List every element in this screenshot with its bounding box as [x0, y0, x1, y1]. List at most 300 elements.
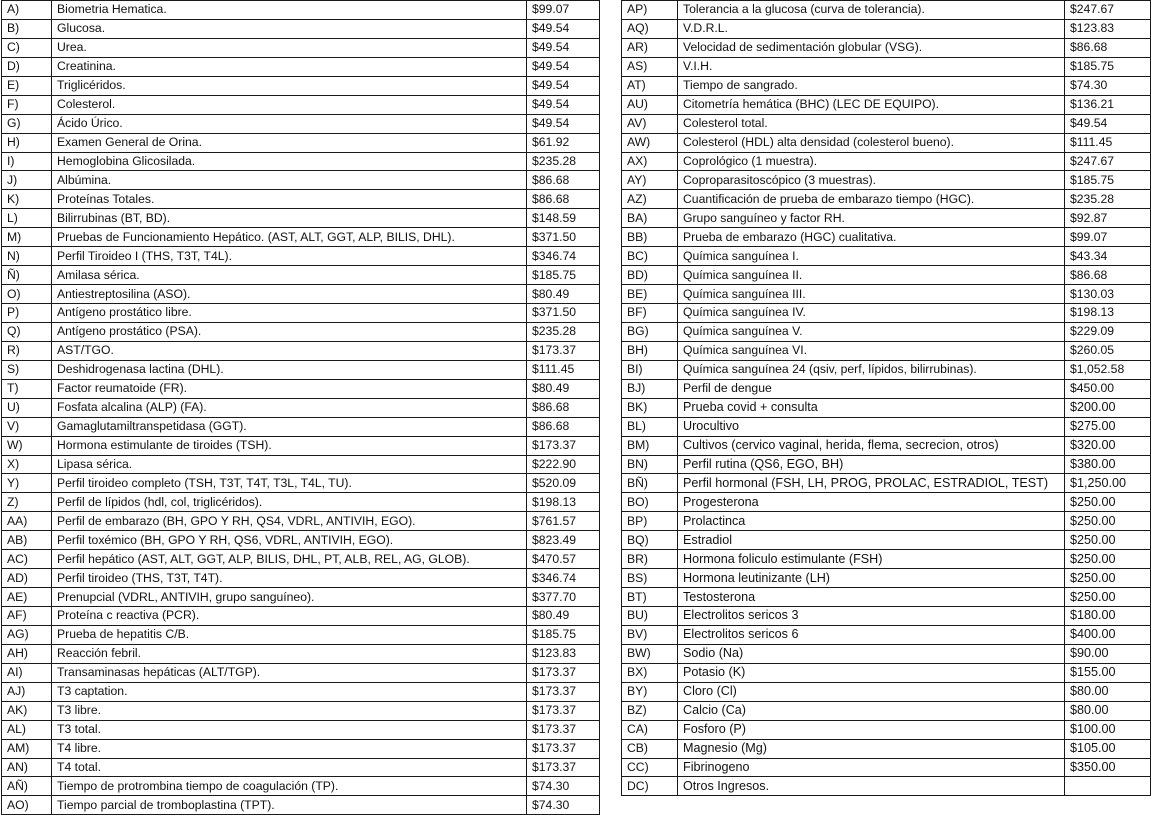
- table-row: [2, 171, 600, 190]
- row-code: Q): [2, 322, 52, 341]
- row-code: BP): [622, 512, 678, 531]
- row-price: [1065, 777, 1151, 796]
- row-description: Electrolitos sericos 6: [678, 625, 1065, 644]
- row-code: BQ): [622, 531, 678, 550]
- row-code: U): [2, 398, 52, 417]
- row-description: Perfil rutina (QS6, EGO, BH): [678, 455, 1065, 474]
- row-code: AP): [622, 1, 678, 20]
- row-price: $250.00: [1065, 531, 1151, 550]
- row-code: AS): [622, 57, 678, 76]
- row-price: $74.30: [1065, 76, 1151, 95]
- row-price: $49.54: [527, 76, 600, 95]
- row-description: Electrolitos sericos 3: [678, 607, 1065, 626]
- row-code: I): [2, 152, 52, 171]
- row-code: X): [2, 455, 52, 474]
- row-code: AV): [622, 114, 678, 133]
- row-code: L): [2, 209, 52, 228]
- table-row: [622, 474, 1151, 493]
- row-description: V.I.H.: [678, 57, 1065, 76]
- row-description: Química sanguínea V.: [678, 322, 1065, 341]
- row-price: $61.92: [527, 133, 600, 152]
- row-description: Transaminasas hepáticas (ALT/TGP).: [52, 663, 527, 682]
- table-row: [2, 682, 600, 701]
- row-price: $136.21: [1065, 95, 1151, 114]
- row-description: Glucosa.: [52, 19, 527, 38]
- row-code: BN): [622, 455, 678, 474]
- row-code: BE): [622, 285, 678, 304]
- table-row: [622, 133, 1151, 152]
- row-description: Progesterona: [678, 493, 1065, 512]
- row-price: $80.49: [527, 285, 600, 304]
- table-row: [622, 417, 1151, 436]
- table-row: [2, 247, 600, 266]
- row-description: Perfil de embarazo (BH, GPO Y RH, QS4, VDRL, ANTIVIH, EGO).: [52, 512, 527, 531]
- row-description: Tolerancia a la glucosa (curva de tolerancia).: [678, 1, 1065, 20]
- row-description: Proteínas Totales.: [52, 190, 527, 209]
- table-row: [2, 569, 600, 588]
- row-description: Coprológico (1 muestra).: [678, 152, 1065, 171]
- row-price: $49.54: [527, 38, 600, 57]
- table-row: [2, 57, 600, 76]
- row-price: $80.00: [1065, 701, 1151, 720]
- row-code: AK): [2, 701, 52, 720]
- row-price: $377.70: [527, 588, 600, 607]
- table-row: [2, 531, 600, 550]
- row-description: Hormona foliculo estimulante (FSH): [678, 550, 1065, 569]
- row-price: $198.13: [1065, 304, 1151, 323]
- row-price: $49.54: [1065, 114, 1151, 133]
- row-price: $180.00: [1065, 607, 1151, 626]
- row-code: V): [2, 417, 52, 436]
- row-description: Creatinina.: [52, 57, 527, 76]
- row-price: $1,250.00: [1065, 474, 1151, 493]
- table-row: [622, 550, 1151, 569]
- row-price: $761.57: [527, 512, 600, 531]
- row-price: $123.83: [1065, 19, 1151, 38]
- row-code: BB): [622, 228, 678, 247]
- row-price: $400.00: [1065, 625, 1151, 644]
- table-row: [622, 531, 1151, 550]
- row-description: Fosforo (P): [678, 720, 1065, 739]
- row-code: BT): [622, 588, 678, 607]
- row-description: Potasio (K): [678, 663, 1065, 682]
- row-description: Química sanguínea IV.: [678, 304, 1065, 323]
- row-code: BK): [622, 398, 678, 417]
- table-row: [622, 607, 1151, 626]
- row-price: $49.54: [527, 57, 600, 76]
- row-price: $235.28: [527, 152, 600, 171]
- row-code: BZ): [622, 701, 678, 720]
- row-price: $380.00: [1065, 455, 1151, 474]
- row-description: Antiestreptosilina (ASO).: [52, 285, 527, 304]
- table-row: [2, 190, 600, 209]
- row-price: $105.00: [1065, 739, 1151, 758]
- table-row: [2, 341, 600, 360]
- price-table-left: [1, 0, 600, 815]
- table-row: [622, 57, 1151, 76]
- row-description: Grupo sanguíneo y factor RH.: [678, 209, 1065, 228]
- row-description: Prueba de hepatitis C/B.: [52, 625, 527, 644]
- table-row: [2, 777, 600, 796]
- table-row: [622, 247, 1151, 266]
- row-description: Colesterol.: [52, 95, 527, 114]
- row-code: AB): [2, 531, 52, 550]
- row-price: $99.07: [1065, 228, 1151, 247]
- row-code: AG): [2, 625, 52, 644]
- row-code: BM): [622, 436, 678, 455]
- row-price: $86.68: [527, 190, 600, 209]
- row-code: AJ): [2, 682, 52, 701]
- table-row: [622, 701, 1151, 720]
- row-description: Magnesio (Mg): [678, 739, 1065, 758]
- row-description: Hormona estimulante de tiroides (TSH).: [52, 436, 527, 455]
- row-code: AN): [2, 758, 52, 777]
- row-code: BU): [622, 607, 678, 626]
- price-table-right-body: [622, 1, 1151, 796]
- row-description: Hemoglobina Glicosilada.: [52, 152, 527, 171]
- row-code: M): [2, 228, 52, 247]
- row-description: Perfil hepático (AST, ALT, GGT, ALP, BILIS, DHL, PT, ALB, REL, AG, GLOB).: [52, 550, 527, 569]
- row-price: $173.37: [527, 701, 600, 720]
- table-row: [2, 493, 600, 512]
- row-code: CB): [622, 739, 678, 758]
- table-row: [2, 739, 600, 758]
- table-row: [622, 95, 1151, 114]
- row-price: $450.00: [1065, 379, 1151, 398]
- row-code: R): [2, 341, 52, 360]
- row-description: Química sanguínea III.: [678, 285, 1065, 304]
- row-description: T3 libre.: [52, 701, 527, 720]
- row-price: $200.00: [1065, 398, 1151, 417]
- row-price: $86.68: [1065, 266, 1151, 285]
- row-code: Y): [2, 474, 52, 493]
- row-code: N): [2, 247, 52, 266]
- row-code: BH): [622, 341, 678, 360]
- row-code: C): [2, 38, 52, 57]
- table-row: [2, 1, 600, 20]
- row-description: Testosterona: [678, 588, 1065, 607]
- row-code: AH): [2, 644, 52, 663]
- table-row: [622, 285, 1151, 304]
- row-code: BG): [622, 322, 678, 341]
- row-description: Proteína c reactiva (PCR).: [52, 607, 527, 626]
- row-price: $250.00: [1065, 493, 1151, 512]
- row-description: Bilirrubinas (BT, BD).: [52, 209, 527, 228]
- row-description: Perfil de lípidos (hdl, col, triglicéridos).: [52, 493, 527, 512]
- table-row: [2, 19, 600, 38]
- row-description: Triglicéridos.: [52, 76, 527, 95]
- row-description: Prueba de embarazo (HGC) cualitativa.: [678, 228, 1065, 247]
- table-row: [622, 777, 1151, 796]
- row-code: AA): [2, 512, 52, 531]
- table-row: [2, 644, 600, 663]
- row-code: BC): [622, 247, 678, 266]
- row-description: Prueba covid + consulta: [678, 398, 1065, 417]
- table-row: [622, 322, 1151, 341]
- table-row: [2, 720, 600, 739]
- row-price: $86.68: [527, 171, 600, 190]
- row-code: P): [2, 304, 52, 323]
- row-price: $173.37: [527, 341, 600, 360]
- table-row: [622, 588, 1151, 607]
- row-code: B): [2, 19, 52, 38]
- row-price: $130.03: [1065, 285, 1151, 304]
- row-code: AE): [2, 588, 52, 607]
- table-row: [622, 720, 1151, 739]
- row-code: AD): [2, 569, 52, 588]
- row-description: Ácido Úrico.: [52, 114, 527, 133]
- row-code: AY): [622, 171, 678, 190]
- row-description: V.D.R.L.: [678, 19, 1065, 38]
- table-row: [622, 38, 1151, 57]
- row-description: Perfil de dengue: [678, 379, 1065, 398]
- table-row: [622, 663, 1151, 682]
- row-description: Química sanguínea I.: [678, 247, 1065, 266]
- row-description: Tiempo de protrombina tiempo de coagulación (TP).: [52, 777, 527, 796]
- row-code: AÑ): [2, 777, 52, 796]
- table-row: [622, 739, 1151, 758]
- row-price: $173.37: [527, 663, 600, 682]
- table-row: [622, 360, 1151, 379]
- row-description: Deshidrogenasa lactina (DHL).: [52, 360, 527, 379]
- row-code: CC): [622, 758, 678, 777]
- row-code: AF): [2, 607, 52, 626]
- row-description: Calcio (Ca): [678, 701, 1065, 720]
- row-price: $99.07: [527, 1, 600, 20]
- row-description: Prolactinca: [678, 512, 1065, 531]
- table-row: [2, 285, 600, 304]
- table-row: [2, 436, 600, 455]
- table-row: [2, 76, 600, 95]
- row-code: D): [2, 57, 52, 76]
- row-price: $247.67: [1065, 152, 1151, 171]
- table-row: [622, 455, 1151, 474]
- row-price: $1,052.58: [1065, 360, 1151, 379]
- row-code: J): [2, 171, 52, 190]
- table-row: [2, 228, 600, 247]
- row-code: BÑ): [622, 474, 678, 493]
- table-row: [622, 76, 1151, 95]
- row-price: $235.28: [527, 322, 600, 341]
- row-description: Prenupcial (VDRL, ANTIVIH, grupo sanguíneo).: [52, 588, 527, 607]
- row-price: $371.50: [527, 304, 600, 323]
- row-description: Cloro (Cl): [678, 682, 1065, 701]
- table-row: [622, 379, 1151, 398]
- row-description: Estradiol: [678, 531, 1065, 550]
- row-price: $86.68: [527, 417, 600, 436]
- table-row: [2, 663, 600, 682]
- row-code: AX): [622, 152, 678, 171]
- row-description: Perfil tiroideo completo (TSH, T3T, T4T, T3L, T4L, TU).: [52, 474, 527, 493]
- table-row: [2, 607, 600, 626]
- row-code: AU): [622, 95, 678, 114]
- table-row: [2, 474, 600, 493]
- row-code: W): [2, 436, 52, 455]
- row-description: Perfil toxémico (BH, GPO Y RH, QS6, VDRL, ANTIVIH, EGO).: [52, 531, 527, 550]
- row-code: AZ): [622, 190, 678, 209]
- row-code: H): [2, 133, 52, 152]
- table-row: [2, 114, 600, 133]
- row-price: $74.30: [527, 796, 600, 815]
- row-code: AC): [2, 550, 52, 569]
- row-code: AW): [622, 133, 678, 152]
- row-code: AL): [2, 720, 52, 739]
- row-description: Lipasa sérica.: [52, 455, 527, 474]
- row-description: Citometría hemática (BHC) (LEC DE EQUIPO).: [678, 95, 1065, 114]
- row-code: A): [2, 1, 52, 20]
- row-price: $250.00: [1065, 569, 1151, 588]
- row-description: Coproparasitoscópico (3 muestras).: [678, 171, 1065, 190]
- row-price: $198.13: [527, 493, 600, 512]
- row-description: Cultivos (cervico vaginal, herida, flema, secrecion, otros): [678, 436, 1065, 455]
- row-description: Gamaglutamiltranspetidasa (GGT).: [52, 417, 527, 436]
- row-description: Perfil hormonal (FSH, LH, PROG, PROLAC, ESTRADIOL, TEST): [678, 474, 1065, 493]
- row-price: $49.54: [527, 114, 600, 133]
- row-description: Examen General de Orina.: [52, 133, 527, 152]
- table-row: [622, 398, 1151, 417]
- row-code: BJ): [622, 379, 678, 398]
- row-code: BO): [622, 493, 678, 512]
- row-description: T3 total.: [52, 720, 527, 739]
- row-description: Pruebas de Funcionamiento Hepático. (AST, ALT, GGT, ALP, BILIS, DHL).: [52, 228, 527, 247]
- row-code: BR): [622, 550, 678, 569]
- row-description: AST/TGO.: [52, 341, 527, 360]
- row-price: $350.00: [1065, 758, 1151, 777]
- table-row: [2, 152, 600, 171]
- row-price: $43.34: [1065, 247, 1151, 266]
- row-price: $470.57: [527, 550, 600, 569]
- row-price: $173.37: [527, 436, 600, 455]
- row-code: AT): [622, 76, 678, 95]
- row-code: AO): [2, 796, 52, 815]
- row-description: T3 captation.: [52, 682, 527, 701]
- row-price: $173.37: [527, 758, 600, 777]
- row-price: $250.00: [1065, 550, 1151, 569]
- table-row: [622, 19, 1151, 38]
- table-row: [622, 152, 1151, 171]
- row-price: $74.30: [527, 777, 600, 796]
- row-code: BA): [622, 209, 678, 228]
- row-price: $229.09: [1065, 322, 1151, 341]
- table-row: [2, 95, 600, 114]
- row-code: E): [2, 76, 52, 95]
- row-price: $185.75: [1065, 171, 1151, 190]
- row-code: AR): [622, 38, 678, 57]
- table-row: [622, 209, 1151, 228]
- row-price: $173.37: [527, 720, 600, 739]
- row-description: Urea.: [52, 38, 527, 57]
- price-table-right: [621, 0, 1151, 796]
- row-price: $185.75: [1065, 57, 1151, 76]
- row-price: $823.49: [527, 531, 600, 550]
- table-row: [622, 625, 1151, 644]
- row-price: $250.00: [1065, 512, 1151, 531]
- table-row: [2, 455, 600, 474]
- row-price: $86.68: [527, 398, 600, 417]
- row-description: Fosfata alcalina (ALP) (FA).: [52, 398, 527, 417]
- row-description: Antígeno prostático (PSA).: [52, 322, 527, 341]
- row-description: Biometria Hematica.: [52, 1, 527, 20]
- row-price: $250.00: [1065, 588, 1151, 607]
- row-price: $111.45: [1065, 133, 1151, 152]
- row-code: DC): [622, 777, 678, 796]
- table-row: [2, 417, 600, 436]
- row-code: O): [2, 285, 52, 304]
- row-price: $49.54: [527, 95, 600, 114]
- table-row: [622, 644, 1151, 663]
- table-row: [2, 625, 600, 644]
- row-description: Perfil tiroideo (THS, T3T, T4T).: [52, 569, 527, 588]
- table-row: [2, 304, 600, 323]
- row-description: Hormona leutinizante (LH): [678, 569, 1065, 588]
- row-description: Sodio (Na): [678, 644, 1065, 663]
- table-row: [622, 228, 1151, 247]
- row-code: BI): [622, 360, 678, 379]
- table-row: [622, 569, 1151, 588]
- table-row: [2, 322, 600, 341]
- table-row: [622, 171, 1151, 190]
- table-row: [622, 190, 1151, 209]
- row-code: AM): [2, 739, 52, 758]
- row-code: G): [2, 114, 52, 133]
- row-description: Perfil Tiroideo I (THS, T3T, T4L).: [52, 247, 527, 266]
- row-price: $320.00: [1065, 436, 1151, 455]
- row-code: BL): [622, 417, 678, 436]
- row-description: T4 total.: [52, 758, 527, 777]
- row-description: T4 libre.: [52, 739, 527, 758]
- row-description: Antígeno prostático libre.: [52, 304, 527, 323]
- table-row: [2, 360, 600, 379]
- row-description: Albúmina.: [52, 171, 527, 190]
- row-code: F): [2, 95, 52, 114]
- table-row: [2, 266, 600, 285]
- row-price: $185.75: [527, 266, 600, 285]
- row-code: BV): [622, 625, 678, 644]
- table-row: [622, 266, 1151, 285]
- table-row: [2, 133, 600, 152]
- row-code: T): [2, 379, 52, 398]
- price-table-left-body: [2, 1, 600, 815]
- row-price: $346.74: [527, 247, 600, 266]
- row-code: BS): [622, 569, 678, 588]
- table-row: [2, 796, 600, 815]
- row-price: $100.00: [1065, 720, 1151, 739]
- row-description: Amilasa sérica.: [52, 266, 527, 285]
- row-price: $346.74: [527, 569, 600, 588]
- row-code: BX): [622, 663, 678, 682]
- row-price: $49.54: [527, 19, 600, 38]
- row-price: $92.87: [1065, 209, 1151, 228]
- row-price: $80.49: [527, 607, 600, 626]
- row-description: Fibrinogeno: [678, 758, 1065, 777]
- row-description: Química sanguínea II.: [678, 266, 1065, 285]
- row-description: Tiempo de sangrado.: [678, 76, 1065, 95]
- row-price: $371.50: [527, 228, 600, 247]
- table-row: [2, 209, 600, 228]
- row-price: $520.09: [527, 474, 600, 493]
- row-price: $148.59: [527, 209, 600, 228]
- table-row: [622, 1, 1151, 20]
- row-price: $90.00: [1065, 644, 1151, 663]
- row-description: Urocultivo: [678, 417, 1065, 436]
- row-code: BF): [622, 304, 678, 323]
- table-row: [2, 550, 600, 569]
- row-description: Otros Ingresos.: [678, 777, 1065, 796]
- table-row: [2, 38, 600, 57]
- table-row: [2, 588, 600, 607]
- row-price: $260.05: [1065, 341, 1151, 360]
- row-code: BY): [622, 682, 678, 701]
